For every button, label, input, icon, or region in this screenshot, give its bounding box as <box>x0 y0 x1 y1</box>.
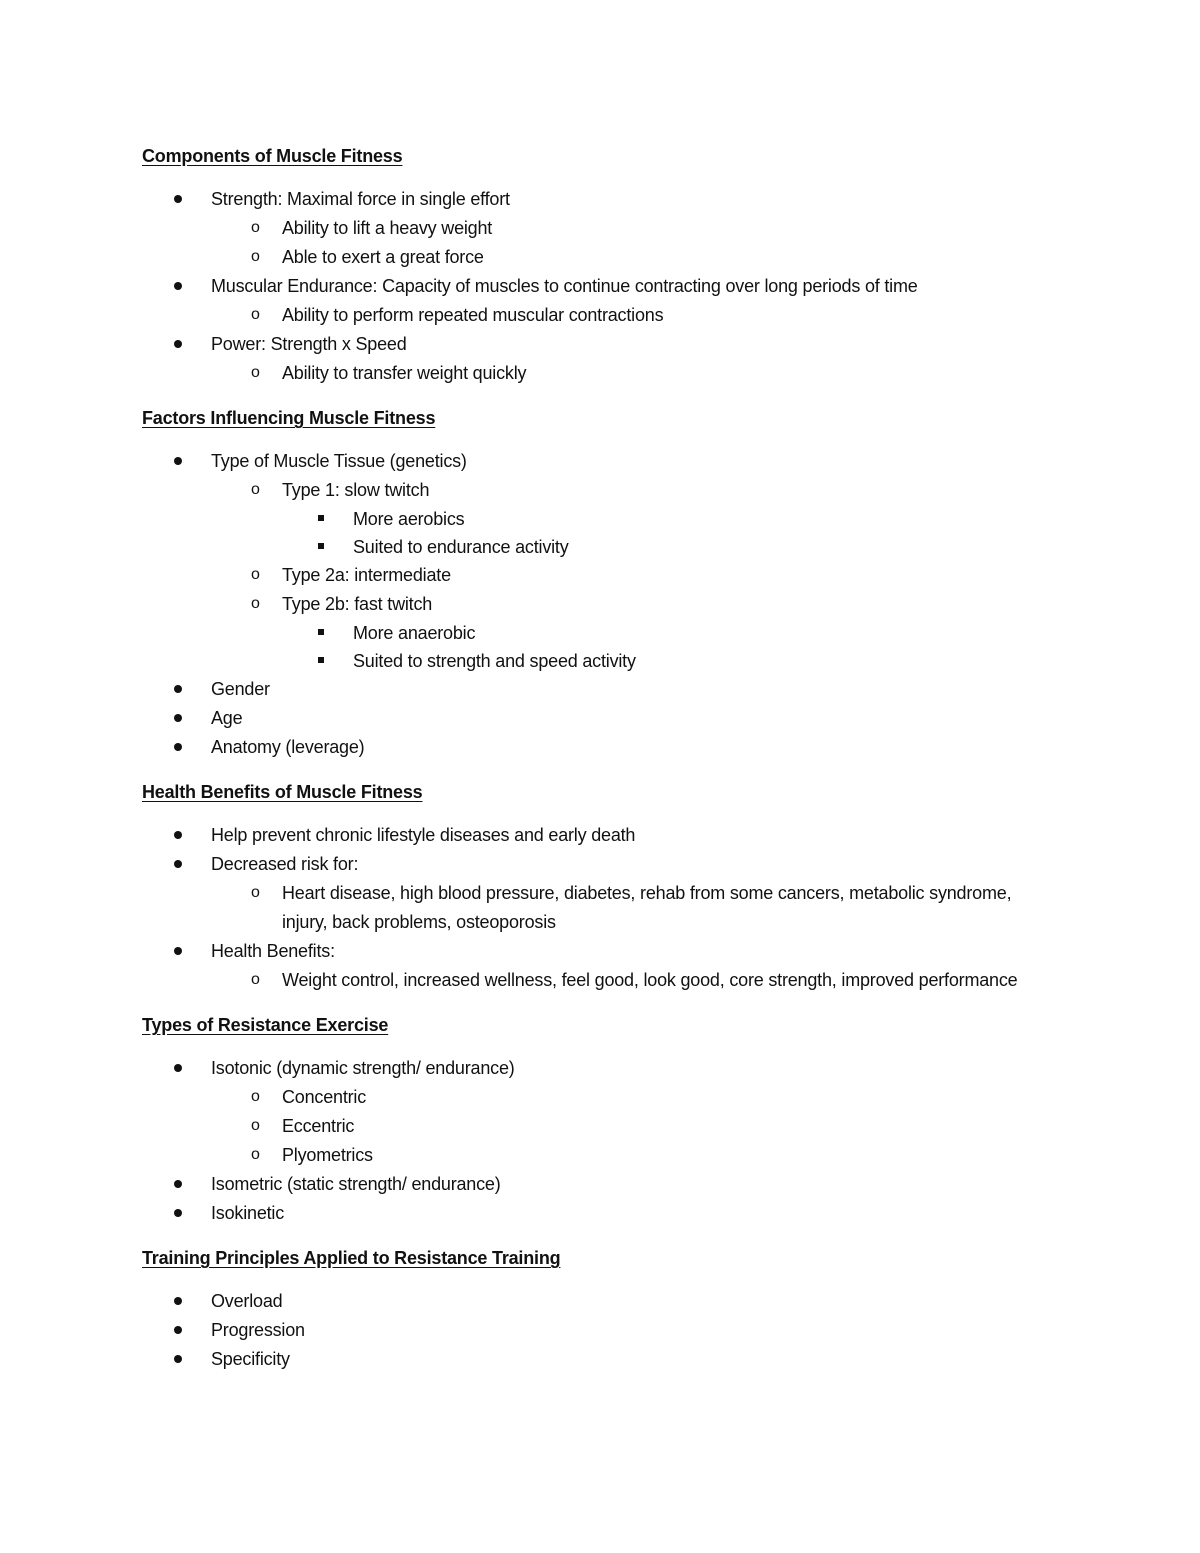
sub-sub-list-item <box>142 619 1042 647</box>
sub-list-item-text: Type 2a: intermediate <box>282 565 451 585</box>
circle-bullet-icon: o <box>251 884 260 901</box>
circle-bullet-icon: o <box>251 1117 260 1134</box>
sub-list-item <box>142 561 1042 590</box>
list-item <box>142 1345 1042 1374</box>
bullet-icon <box>174 850 194 879</box>
bullet-icon <box>174 447 194 476</box>
section-heading: Types of Resistance Exercise <box>142 1015 389 1035</box>
section <box>142 1243 1042 1374</box>
list-item <box>142 1170 1042 1199</box>
bullet-list <box>142 185 1042 388</box>
bullet-icon <box>174 272 194 301</box>
sub-list-item <box>142 966 1042 995</box>
sub-list-item-text: Ability to transfer weight quickly <box>282 363 527 383</box>
list-item-text: Health Benefits: <box>211 941 335 961</box>
bullet-icon <box>174 821 194 850</box>
sub-list-item-text: Plyometrics <box>282 1145 373 1165</box>
sub-list-item-text: Ability to perform repeated muscular contractions <box>282 305 664 325</box>
sub-list-item <box>142 590 1042 619</box>
section <box>142 141 1042 388</box>
bullet-icon <box>174 1316 194 1345</box>
section <box>142 403 1042 762</box>
circle-bullet-icon: o <box>251 248 260 265</box>
sub-list-item-text: Type 1: slow twitch <box>282 480 430 500</box>
list-item-text: Specificity <box>211 1349 290 1369</box>
sub-sub-list-item-text: Suited to endurance activity <box>353 537 569 557</box>
list-item <box>142 733 1042 762</box>
list-item <box>142 937 1042 966</box>
list-item-text: Isokinetic <box>211 1203 285 1223</box>
sub-list-item-text: Heart disease, high blood pressure, diabetes, rehab from some cancers, metabolic syndrome, injury, back problems, osteoporosis <box>282 883 1012 932</box>
bullet-icon <box>174 185 194 214</box>
list-item-text: Help prevent chronic lifestyle diseases and early death <box>211 825 636 845</box>
sub-sub-list-item <box>142 647 1042 675</box>
circle-bullet-icon: o <box>251 1088 260 1105</box>
bullet-icon <box>174 1054 194 1083</box>
sub-list-item-text: Able to exert a great force <box>282 247 484 267</box>
list-item-text: Power: Strength x Speed <box>211 334 407 354</box>
list-item <box>142 447 1042 476</box>
section <box>142 777 1042 995</box>
circle-bullet-icon: o <box>251 971 260 988</box>
section-heading: Training Principles Applied to Resistance Training <box>142 1248 561 1268</box>
list-item-text: Overload <box>211 1291 283 1311</box>
list-item-text: Isotonic (dynamic strength/ endurance) <box>211 1058 515 1078</box>
sub-list-item-text: Ability to lift a heavy weight <box>282 218 493 238</box>
sub-list-item-text: Weight control, increased wellness, feel good, look good, core strength, improved performance <box>282 970 1018 990</box>
section-heading: Factors Influencing Muscle Fitness <box>142 408 436 428</box>
sub-list-item <box>142 359 1042 388</box>
list-item <box>142 704 1042 733</box>
sub-list-item-text: Type 2b: fast twitch <box>282 594 433 614</box>
bullet-list <box>142 1287 1042 1374</box>
list-item-text: Isometric (static strength/ endurance) <box>211 1174 501 1194</box>
bullet-icon <box>174 1287 194 1316</box>
bullet-icon <box>174 1199 194 1228</box>
sub-list-item <box>142 243 1042 272</box>
sub-sub-list-item <box>142 505 1042 533</box>
list-item <box>142 330 1042 359</box>
bullet-list <box>142 821 1042 995</box>
list-item <box>142 821 1042 850</box>
bullet-list <box>142 447 1042 762</box>
list-item <box>142 850 1042 879</box>
list-item-text: Progression <box>211 1320 305 1340</box>
sub-list-item <box>142 476 1042 505</box>
sub-sub-list-item <box>142 533 1042 561</box>
section <box>142 1010 1042 1228</box>
circle-bullet-icon: o <box>251 566 260 583</box>
sub-sub-list-item-text: More anaerobic <box>353 623 476 643</box>
list-item <box>142 1199 1042 1228</box>
bullet-list <box>142 1054 1042 1228</box>
list-item <box>142 272 1042 301</box>
square-bullet-icon <box>318 619 324 647</box>
sub-list-item <box>142 214 1042 243</box>
bullet-icon <box>174 330 194 359</box>
sub-sub-list-item-text: More aerobics <box>353 509 465 529</box>
bullet-icon <box>174 704 194 733</box>
bullet-icon <box>174 937 194 966</box>
list-item-text: Anatomy (leverage) <box>211 737 365 757</box>
list-item <box>142 1287 1042 1316</box>
list-item <box>142 1316 1042 1345</box>
bullet-icon <box>174 675 194 704</box>
list-item-text: Age <box>211 708 243 728</box>
square-bullet-icon <box>318 505 324 533</box>
sub-list-item-text: Eccentric <box>282 1116 355 1136</box>
sub-list-item <box>142 1083 1042 1112</box>
circle-bullet-icon: o <box>251 219 260 236</box>
list-item-text: Gender <box>211 679 270 699</box>
square-bullet-icon <box>318 533 324 561</box>
list-item <box>142 675 1042 704</box>
sub-sub-list-item-text: Suited to strength and speed activity <box>353 651 636 671</box>
sub-list-item-text: Concentric <box>282 1087 367 1107</box>
circle-bullet-icon: o <box>251 481 260 498</box>
list-item-text: Muscular Endurance: Capacity of muscles to continue contracting over long periods of time <box>211 276 918 296</box>
list-item <box>142 185 1042 214</box>
section-heading: Health Benefits of Muscle Fitness <box>142 782 423 802</box>
list-item-text: Strength: Maximal force in single effort <box>211 189 510 209</box>
section-heading: Components of Muscle Fitness <box>142 146 403 166</box>
sub-list-item <box>142 1141 1042 1170</box>
circle-bullet-icon: o <box>251 1146 260 1163</box>
circle-bullet-icon: o <box>251 306 260 323</box>
square-bullet-icon <box>318 647 324 675</box>
list-item-text: Decreased risk for: <box>211 854 359 874</box>
circle-bullet-icon: o <box>251 364 260 381</box>
sub-list-item <box>142 879 1042 937</box>
circle-bullet-icon: o <box>251 595 260 612</box>
document-body <box>142 141 1042 1389</box>
bullet-icon <box>174 733 194 762</box>
bullet-icon <box>174 1170 194 1199</box>
list-item-text: Type of Muscle Tissue (genetics) <box>211 451 467 471</box>
sub-list-item <box>142 1112 1042 1141</box>
bullet-icon <box>174 1345 194 1374</box>
list-item <box>142 1054 1042 1083</box>
sub-list-item <box>142 301 1042 330</box>
